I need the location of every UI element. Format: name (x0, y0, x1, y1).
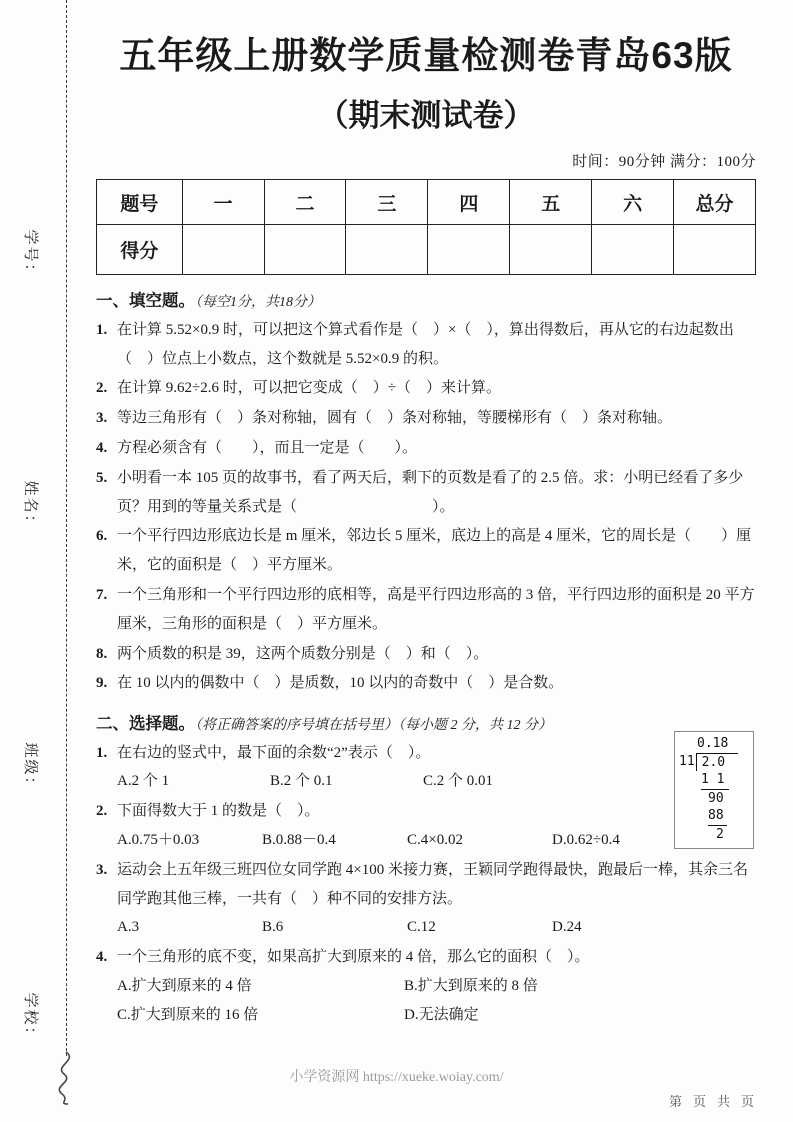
score-header-cell: 二 (264, 180, 346, 225)
choice-option: C.2 个 0.01 (423, 773, 494, 790)
question-text: 在右边的竖式中，最下面的余数“2”表示（ ）。 (117, 744, 431, 761)
score-header-cell: 三 (346, 180, 428, 225)
choice-option: B.0.88－0.4 (262, 831, 336, 848)
division-work-line: 90 (708, 790, 724, 806)
score-empty-cell (674, 225, 756, 275)
school-label: 学校： (22, 992, 38, 1044)
fill-blank-question (96, 374, 756, 403)
score-empty-cell (592, 225, 674, 275)
choice-question (96, 856, 756, 914)
exam-content (96, 0, 756, 1030)
question-number: 4. (96, 439, 108, 456)
fill-blank-question (96, 669, 756, 698)
question-number: 2. (96, 803, 108, 820)
choice-option: C.扩大到原来的 16 倍 (117, 1006, 259, 1023)
section1-title: 一、填空题。 (96, 291, 195, 311)
division-dividend: 2.0 (696, 753, 738, 772)
question-number: 1. (96, 744, 108, 761)
section2-heading (96, 711, 756, 737)
question-text: 在计算 9.62÷2.6 时，可以把它变成（ ）÷（ ）来计算。 (117, 380, 501, 397)
question-text: 一个三角形和一个平行四边形的底相等，高是平行四边形高的 3 倍，平行四边形的面积是 20 平方厘米，三角形的面积是（ ）平方厘米。 (117, 586, 755, 632)
fill-blank-question (96, 404, 756, 433)
division-quotient: 0.18 (697, 736, 729, 752)
question-text: 两个质数的积是 39，这两个质数分别是（ ）和（ ）。 (117, 645, 489, 662)
question-number: 3. (96, 410, 108, 427)
choice-option: B.6 (262, 919, 284, 936)
footer-source-url: 小学资源网 https://xueke.woiay.com/ (289, 1070, 504, 1085)
score-header-cell: 六 (592, 180, 674, 225)
division-work-line: 88 (708, 807, 727, 826)
page-number-note: 第页共页 (668, 1094, 765, 1109)
choice-option: D.无法确定 (404, 1006, 479, 1023)
division-bracket-row (679, 753, 749, 772)
choices-row (117, 913, 756, 942)
score-header-cell: 一 (182, 180, 264, 225)
section2-note: （将正确答案的序号填在括号里）（每小题 2 分，共 12 分） (195, 718, 552, 734)
division-work-line: 1 1 (701, 771, 729, 790)
class-label: 班级： (22, 742, 38, 794)
choice-option: D.0.62÷0.4 (552, 831, 620, 848)
choice-option: A.扩大到原来的 4 倍 (117, 977, 252, 994)
time-score-info: 时间：90分钟 满分：100分 (572, 154, 756, 171)
fill-blank-question (96, 522, 756, 580)
question-number: 3. (96, 861, 108, 878)
score-header-cell: 五 (510, 180, 592, 225)
score-empty-cell (428, 225, 510, 275)
question-number: 7. (96, 586, 108, 603)
student-name-label: 姓名： (22, 480, 38, 532)
fill-blank-question (96, 640, 756, 669)
choices-row (117, 972, 756, 1030)
fill-blank-question (96, 434, 756, 463)
question-text: 在计算 5.52×0.9 时，可以把这个算式看作是（ ）×（ ），算出得数后，再从它的右边起数出（ ）位点上小数点，这个数就是 5.52×0.9 的积。 (117, 321, 734, 367)
choice-question (96, 943, 756, 972)
question-text: 运动会上五年级三班四位女同学跑 4×100 米接力赛，王颖同学跑得最快，跑最后一棒，其余三名同学跑其他三棒，一共有（ ）种不同的安排方法。 (117, 861, 748, 907)
choice-option: A.2 个 1 (117, 773, 170, 790)
question-text: 下面得数大于 1 的数是（ ）。 (117, 803, 320, 820)
choice-option: A.0.75＋0.03 (117, 831, 200, 848)
fill-blank-question (96, 316, 756, 374)
fill-blank-question (96, 464, 756, 522)
section1-heading (96, 288, 756, 314)
question-number: 5. (96, 469, 108, 486)
choice-option: B.2 个 0.1 (270, 773, 333, 790)
score-empty-cell (346, 225, 428, 275)
long-division-figure (674, 731, 754, 849)
choice-option: A.3 (117, 919, 140, 936)
fill-blank-question (96, 581, 756, 639)
exam-subtitle: （期末测试卷） (317, 98, 535, 134)
exam-title: 五年级上册数学质量检测卷青岛63版 (119, 35, 733, 76)
question-text: 方程必须含有（ ），而且一定是（ ）。 (117, 439, 418, 456)
binding-dashed-line (66, 0, 67, 1056)
division-remainder: 2 (716, 826, 724, 842)
question-number: 9. (96, 675, 108, 692)
choice-question (96, 739, 756, 768)
choices-row (117, 826, 756, 855)
binding-strip (0, 0, 96, 1122)
score-table (96, 179, 756, 275)
question-number: 6. (96, 528, 108, 545)
score-empty-cell (264, 225, 346, 275)
choice-option: B.扩大到原来的 8 倍 (404, 977, 538, 994)
student-id-label: 学号： (22, 229, 38, 281)
question-text: 小明看一本 105 页的故事书，看了两天后，剩下的页数是看了的 2.5 倍。求：小明已经看了多少页？用到的等量关系式是（ ）。 (117, 469, 744, 515)
question-text: 等边三角形有（ ）条对称轴，圆有（ ）条对称轴，等腰梯形有（ ）条对称轴。 (117, 410, 673, 427)
score-table-value-row (97, 225, 756, 275)
division-divisor: 11 (679, 753, 695, 769)
score-header-cell: 题号 (97, 180, 183, 225)
choice-option: C.4×0.02 (407, 831, 463, 848)
section2 (96, 711, 756, 1029)
score-header-cell: 四 (428, 180, 510, 225)
choice-option: D.24 (552, 919, 582, 936)
question-text: 一个三角形的底不变，如果高扩大到原来的 4 倍，那么它的面积（ ）。 (117, 949, 590, 966)
score-row-label: 得分 (97, 225, 183, 275)
question-number: 4. (96, 949, 108, 966)
choice-option: C.12 (407, 919, 436, 936)
question-text: 在 10 以内的偶数中（ ）是质数，10 以内的奇数中（ ）是合数。 (117, 675, 564, 692)
score-header-cell: 总分 (674, 180, 756, 225)
section2-title: 二、选择题。 (96, 714, 195, 734)
choices-row (117, 767, 756, 796)
score-empty-cell (510, 225, 592, 275)
question-number: 2. (96, 380, 108, 397)
question-number: 8. (96, 645, 108, 662)
question-text: 一个平行四边形底边长是 m 厘米，邻边长 5 厘米，底边上的高是 4 厘米，它的周长是（ ）厘米，它的面积是（ ）平方厘米。 (117, 528, 752, 574)
score-table-header-row (97, 180, 756, 225)
score-empty-cell (182, 225, 264, 275)
choice-question (96, 797, 756, 826)
question-number: 1. (96, 321, 108, 338)
section1-note: （每空1分，共18分） (195, 295, 321, 311)
